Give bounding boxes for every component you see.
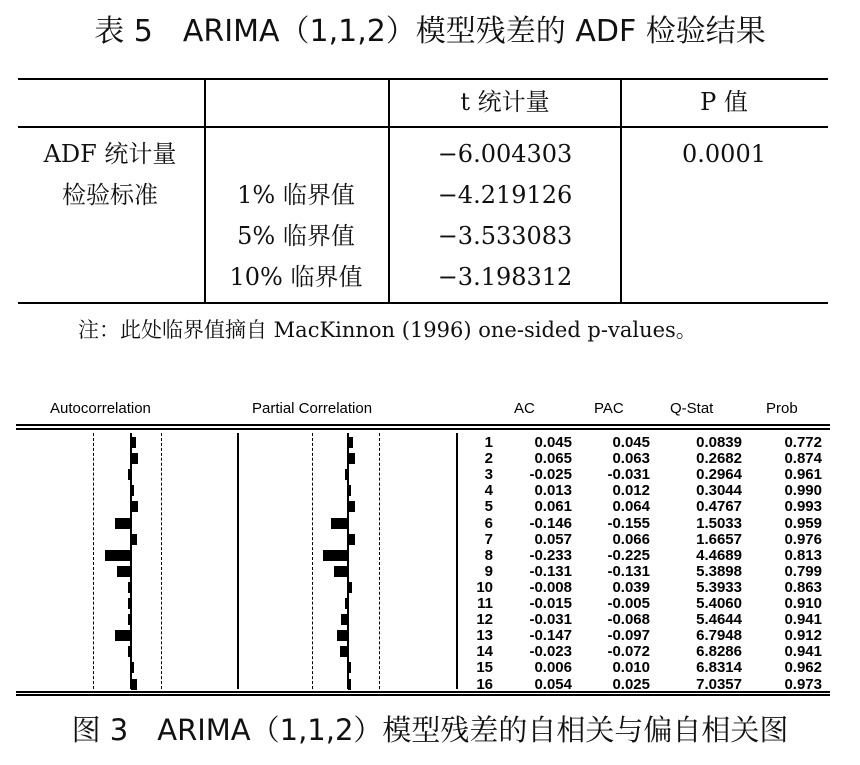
- pac-value: 0.012: [612, 482, 650, 500]
- prob-value: 0.941: [784, 611, 822, 629]
- qstat-value: 6.8314: [696, 659, 742, 677]
- p-value: 0.0001: [682, 140, 766, 168]
- t-value: −3.533083: [437, 222, 573, 250]
- ac-bar: [131, 485, 134, 496]
- header-p-value: P 值: [700, 88, 748, 116]
- ac-bar: [128, 598, 131, 609]
- pac-bar: [348, 453, 355, 464]
- pac-bar: [331, 518, 348, 529]
- ac-lower-bound-line: [93, 433, 94, 689]
- panel-divider: [456, 433, 458, 689]
- pac-bar: [323, 550, 348, 561]
- t-value: −3.198312: [437, 263, 573, 291]
- pac-value: -0.225: [607, 546, 650, 564]
- prob-value: 0.863: [784, 578, 822, 596]
- qstat-value: 5.4060: [696, 595, 742, 612]
- rule: [16, 424, 830, 426]
- lag-value: 12: [476, 611, 493, 629]
- ac-value: -0.008: [529, 578, 572, 596]
- ac-bar: [131, 662, 134, 673]
- pac-value: 0.066: [612, 530, 650, 548]
- prob-value: 0.973: [784, 675, 822, 693]
- lag-value: 7: [484, 530, 493, 548]
- ac-bar: [131, 501, 138, 512]
- ac-value: -0.131: [529, 562, 572, 580]
- table-note: 注：此处临界值摘自 MacKinnon (1996) one-sided p-values。: [78, 318, 697, 342]
- pac-bar: [348, 485, 351, 496]
- pac-bar: [348, 534, 355, 545]
- pac-value: -0.155: [607, 514, 650, 532]
- ac-bar: [117, 566, 131, 577]
- lag-value: 9: [484, 562, 493, 580]
- prob-value: 0.912: [784, 627, 822, 645]
- ac-upper-bound-line: [161, 433, 162, 689]
- lag-value: 14: [476, 643, 493, 661]
- row-label: ADF 统计量: [43, 140, 177, 168]
- rule: [16, 694, 830, 696]
- pac-bar: [345, 598, 348, 609]
- pac-bar: [348, 437, 353, 448]
- pac-lower-bound-line: [312, 433, 313, 689]
- qstat-value: 4.4689: [696, 546, 742, 564]
- pac-value: 0.063: [612, 450, 650, 468]
- ac-value: -0.015: [529, 595, 572, 612]
- prob-value: 0.910: [784, 595, 822, 612]
- lag-value: 16: [476, 675, 493, 693]
- t-value: −6.004303: [437, 140, 573, 168]
- pac-value: 0.025: [612, 675, 650, 693]
- pac-upper-bound-line: [379, 433, 380, 689]
- prob-value: 0.990: [784, 482, 822, 500]
- ac-value: 0.006: [534, 659, 572, 677]
- table-title: 表 5 ARIMA（1,1,2）模型残差的 ADF 检验结果: [94, 14, 766, 49]
- header-qstat: Q-Stat: [670, 400, 714, 417]
- lag-value: 1: [484, 434, 493, 451]
- pac-value: 0.064: [612, 498, 650, 516]
- ac-value: 0.065: [534, 450, 572, 468]
- lag-value: 3: [484, 466, 493, 484]
- pac-value: 0.010: [612, 659, 650, 677]
- qstat-value: 5.4644: [696, 611, 742, 629]
- critical-label: 5% 临界值: [237, 222, 355, 250]
- correlogram: [16, 395, 830, 695]
- prob-value: 0.813: [784, 546, 822, 564]
- table-col-divider: [388, 78, 390, 304]
- pac-value: 0.039: [612, 578, 650, 596]
- qstat-value: 6.8286: [696, 643, 742, 661]
- ac-value: -0.147: [529, 627, 572, 645]
- critical-label: 1% 临界值: [237, 181, 355, 209]
- ac-bar: [115, 630, 131, 641]
- panel-divider: [237, 433, 239, 689]
- pac-bar: [341, 614, 348, 625]
- table-col-divider: [620, 78, 622, 304]
- adf-table: [18, 78, 828, 304]
- pac-bar: [340, 646, 348, 657]
- ac-bar: [128, 582, 131, 593]
- pac-value: 0.045: [612, 434, 650, 451]
- prob-value: 0.941: [784, 643, 822, 661]
- ac-bar: [128, 469, 131, 480]
- critical-label: 10% 临界值: [229, 263, 363, 291]
- ac-value: -0.031: [529, 611, 572, 629]
- qstat-value: 6.7948: [696, 627, 742, 645]
- header-ac: AC: [514, 400, 535, 417]
- ac-bar: [128, 614, 131, 625]
- qstat-value: 1.6657: [696, 530, 742, 548]
- prob-value: 0.961: [784, 466, 822, 484]
- ac-value: 0.013: [534, 482, 572, 500]
- qstat-value: 0.2682: [696, 450, 742, 468]
- lag-value: 4: [484, 482, 493, 500]
- qstat-value: 0.3044: [696, 482, 742, 500]
- t-value: −4.219126: [437, 181, 573, 209]
- pac-bar: [334, 566, 348, 577]
- ac-value: -0.025: [529, 466, 572, 484]
- pac-bar: [348, 501, 355, 512]
- header-prob: Prob: [766, 400, 798, 417]
- pac-value: -0.068: [607, 611, 650, 629]
- qstat-value: 0.4767: [696, 498, 742, 516]
- prob-value: 0.799: [784, 562, 822, 580]
- prob-value: 0.993: [784, 498, 822, 516]
- prob-value: 0.959: [784, 514, 822, 532]
- pac-value: -0.031: [607, 466, 650, 484]
- ac-bar: [131, 453, 138, 464]
- pac-value: -0.005: [607, 595, 650, 612]
- ac-bar: [115, 518, 131, 529]
- qstat-value: 0.2964: [696, 466, 742, 484]
- lag-value: 13: [476, 627, 493, 645]
- lag-value: 8: [484, 546, 493, 564]
- prob-value: 0.874: [784, 450, 822, 468]
- table-rule-top: [18, 78, 828, 80]
- table-col-divider: [204, 78, 206, 304]
- pac-bar: [337, 630, 348, 641]
- lag-value: 10: [476, 578, 493, 596]
- qstat-value: 5.3898: [696, 562, 742, 580]
- lag-value: 2: [484, 450, 493, 468]
- ac-bar: [105, 550, 131, 561]
- pac-value: -0.097: [607, 627, 650, 645]
- figure-title: 图 3 ARIMA（1,1,2）模型残差的自相关与偏自相关图: [71, 713, 789, 747]
- table-rule-header: [18, 126, 828, 128]
- lag-value: 15: [476, 659, 493, 677]
- pac-value: -0.072: [607, 643, 650, 661]
- ac-value: -0.233: [529, 546, 572, 564]
- ac-value: -0.023: [529, 643, 572, 661]
- table-rule-bottom: [18, 302, 828, 304]
- header-pac: PAC: [594, 400, 624, 417]
- pac-bar: [348, 582, 352, 593]
- prob-value: 0.962: [784, 659, 822, 677]
- ac-bar: [131, 679, 137, 690]
- ac-bar: [131, 534, 137, 545]
- qstat-value: 0.0839: [696, 434, 742, 451]
- pac-bar: [348, 662, 351, 673]
- qstat-value: 7.0357: [696, 675, 742, 693]
- prob-value: 0.976: [784, 530, 822, 548]
- pac-bar: [348, 679, 351, 690]
- ac-value: 0.057: [534, 530, 572, 548]
- header-autocorrelation: Autocorrelation: [50, 400, 151, 417]
- ac-bar: [128, 646, 131, 657]
- ac-value: 0.061: [534, 498, 572, 516]
- ac-value: 0.054: [534, 675, 572, 693]
- lag-value: 6: [484, 514, 493, 532]
- lag-value: 5: [484, 498, 493, 516]
- ac-value: 0.045: [534, 434, 572, 451]
- header-partial-correlation: Partial Correlation: [252, 400, 373, 417]
- ac-value: -0.146: [529, 514, 572, 532]
- row-label: 检验标准: [62, 181, 158, 209]
- ac-bar: [131, 437, 136, 448]
- pac-bar: [345, 469, 348, 480]
- rule: [16, 428, 830, 430]
- qstat-value: 5.3933: [696, 578, 742, 596]
- lag-value: 11: [477, 595, 493, 612]
- pac-value: -0.131: [607, 562, 650, 580]
- prob-value: 0.772: [784, 434, 822, 451]
- header-t-stat: t 统计量: [460, 88, 550, 116]
- qstat-value: 1.5033: [696, 514, 742, 532]
